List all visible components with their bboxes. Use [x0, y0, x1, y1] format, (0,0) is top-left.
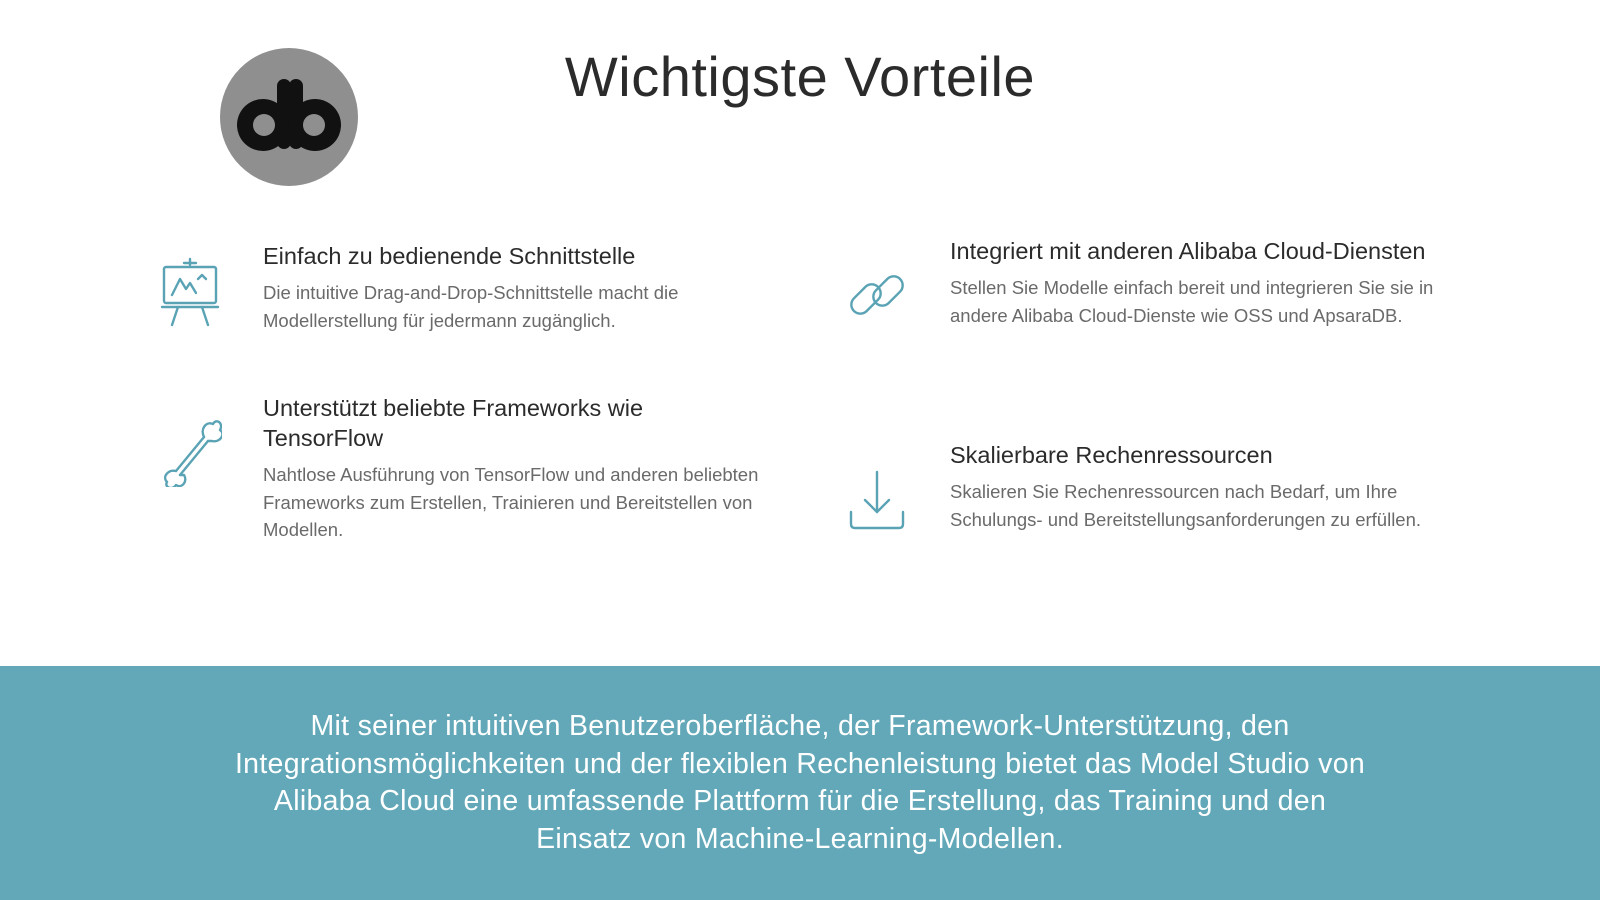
- download-icon: [845, 466, 909, 538]
- feature-title: Unterstützt beliebte Frameworks wie TensorFlow: [263, 395, 644, 451]
- feature-title: Integriert mit anderen Alibaba Cloud-Diensten: [950, 238, 1426, 264]
- presentation-easel-icon: [158, 257, 222, 329]
- feature-title: Einfach zu bedienende Schnittstelle: [263, 243, 636, 269]
- bone-icon: [158, 415, 222, 487]
- feature-description: Die intuitive Drag-and-Drop-Schnittstelle macht die Modellerstellung für jedermann zugänglich.: [263, 282, 679, 331]
- summary-banner: [0, 666, 1600, 900]
- page-title: Wichtigste Vorteile: [564, 45, 1036, 108]
- feature-description: Stellen Sie Modelle einfach bereit und integrieren Sie sie in andere Alibaba Cloud-Dienste wie OSS und ApsaraDB.: [950, 277, 1434, 326]
- chain-link-icon: [845, 260, 909, 332]
- feature-description: Skalieren Sie Rechenressourcen nach Bedarf, um Ihre Schulungs- und Bereitstellungsanforderungen zu erfüllen.: [950, 481, 1422, 530]
- feature-title: Skalierbare Rechenressourcen: [950, 442, 1273, 468]
- feature-description: Nahtlose Ausführung von TensorFlow und anderen beliebten Frameworks zum Erstellen, Trainieren und Bereitstellen von Modellen.: [263, 464, 759, 540]
- summary-text: Mit seiner intuitiven Benutzeroberfläche, der Framework-Unterstützung, den Integrationsmöglichkeiten und der flexiblen Rechenleistung bietet das Model Studio von Alibaba Cloud eine umfassende Plattform für die Erstellung, das Training und den Einsatz von Machine-Learning-Modellen.: [234, 710, 1366, 855]
